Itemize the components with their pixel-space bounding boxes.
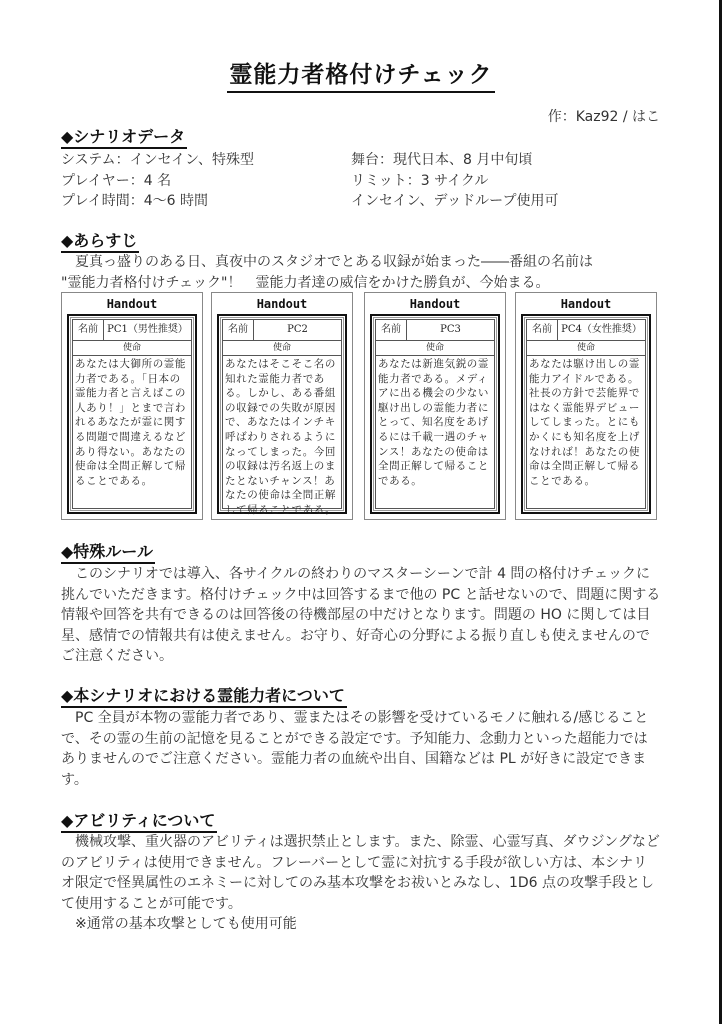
data-rules-used: インセイン、デッドループ使用可 <box>351 193 559 209</box>
name-label: 名前 <box>376 320 407 340</box>
handout-cards <box>61 292 661 522</box>
handout-title: Handout <box>256 297 308 311</box>
data-row <box>61 171 661 192</box>
psychics-heading: ◆本シナリオにおける霊能力者について <box>61 686 347 708</box>
handout-table <box>222 319 342 516</box>
synopsis-line-2: "霊能力者格付けチェック"！ 霊能力者達の威信をかけた勝負が、今始まる。 <box>61 274 550 291</box>
handout-card-pc3 <box>364 292 506 520</box>
handout-table <box>72 319 192 509</box>
name-value: PC4（女性推奨） <box>561 324 642 335</box>
special-rules-text <box>61 564 661 667</box>
psychics-text <box>61 708 661 790</box>
synopsis-heading: ◆あらすじ <box>61 231 139 253</box>
name-value: PC3 <box>440 324 461 335</box>
handout-title: Handout <box>409 297 461 311</box>
data-system: システム：インセイン、特殊型 <box>61 152 255 168</box>
handout-title: Handout <box>560 297 612 311</box>
name-value: PC2 <box>287 324 308 335</box>
data-playtime: プレイ時間：4～6 時間 <box>61 193 209 209</box>
name-value: PC1（男性推奨） <box>107 324 188 335</box>
handout-title: Handout <box>106 297 158 311</box>
handout-table <box>526 319 646 509</box>
mission-label: 使命 <box>527 341 645 356</box>
abilities-note: ※通常の基本攻撃としても使用可能 <box>75 916 297 932</box>
name-row <box>223 320 341 341</box>
mission-text: あなたはそこそこ名の知れた霊能力者である。しかし、ある番組の収録での失敗が原因で、あなたはインチキ呼ばわりされるようになってしまった。今回の収録は汚名返上のまたとないチャンス！あなたの使命は全問正解して帰ることである。 <box>225 358 336 516</box>
synopsis-text <box>61 252 661 293</box>
name-label: 名前 <box>527 320 558 340</box>
abilities-heading: ◆アビリティについて <box>61 811 217 833</box>
scenario-data-grid <box>61 150 661 212</box>
name-row <box>527 320 645 341</box>
handout-card-pc2 <box>211 292 353 520</box>
handout-frame <box>67 314 197 514</box>
handout-frame <box>521 314 651 514</box>
document-title <box>0 56 722 93</box>
handout-card-pc1 <box>61 292 203 520</box>
title-text: 霊能力者格付けチェック <box>227 56 494 93</box>
name-row <box>376 320 494 341</box>
mission-text: あなたは駆け出しの霊能力アイドルである。社長の方針で芸能界ではなく霊能界デビューしてしまった。とにもかくにも知名度を上げなければ！あなたの使命は全問正解して帰ることである。 <box>529 358 640 487</box>
data-limit: リミット：3 サイクル <box>351 172 489 189</box>
abilities-body: 機械攻撃、重火器のアビリティは選択禁止とします。また、除霊、心霊写真、ダウジングなどのアビリティは使用できません。フレーバーとして霊に対抗する手段が欲しい方は、本シナリオ限定で怪異属性のエネミーに対してのみ基本攻撃をお祓いとみなし、1D6 点の攻撃手段として使用することが可能です。 <box>61 834 660 912</box>
special-rules-body: このシナリオでは導入、各サイクルの終わりのマスターシーンで計 4 問の格付けチェックに挑んでいただきます。格付けチェック中は回答するまで他の PC と話せないので、問題に関する情報や回答を共有できるのは回答後の待機部屋の中だけとなります。問題の HO に関しては目星、感情での情報共有は使えません。お守り、好奇心の分野による振り直しも使えませんのでご注意ください。 <box>61 566 661 664</box>
mission-label: 使命 <box>73 341 191 356</box>
abilities-text <box>61 832 661 935</box>
special-rules-heading: ◆特殊ルール <box>61 542 155 564</box>
name-row <box>73 320 191 341</box>
mission-label: 使命 <box>223 341 341 356</box>
psychics-body: PC 全員が本物の霊能力者であり、霊またはその影響を受けているモノに触れる/感じることで、その霊の生前の記憶を見ることができる設定です。予知能力、念動力といった超能力ではありませんのでご注意ください。霊能力者の血統や出自、国籍などは PL が好きに設定できます。 <box>61 710 649 788</box>
data-players: プレイヤー：4 名 <box>61 172 172 189</box>
data-row <box>61 191 661 212</box>
handout-frame <box>370 314 500 514</box>
name-label: 名前 <box>73 320 104 340</box>
mission-label: 使命 <box>376 341 494 356</box>
mission-text: あなたは大御所の霊能力者である。「日本の霊能力者と言えばこの人あり！」とまで言われるあなたが霊に関する問題で間違えるなどあり得ない。あなたの使命は全問正解して帰ることである。 <box>75 358 186 487</box>
mission-text: あなたは新進気鋭の霊能力者である。メディアに出る機会の少ない駆け出しの霊能力者にとって、知名度をあげるには千載一遇のチャンス！あなたの使命は全問正解して帰ることである。 <box>378 358 489 487</box>
data-setting: 舞台：現代日本、8 月中旬頃 <box>351 152 533 168</box>
scenario-data-heading: ◆シナリオデータ <box>61 127 187 149</box>
handout-table <box>375 319 495 509</box>
synopsis-line-1: 夏真っ盛りのある日、真夜中のスタジオでとある収録が始まった――番組の名前は <box>75 254 593 270</box>
handout-frame <box>217 314 347 514</box>
handout-card-pc4 <box>515 292 657 520</box>
data-row <box>61 150 661 171</box>
author-credit: 作：Kaz92 / はこ <box>547 109 660 125</box>
name-label: 名前 <box>223 320 254 340</box>
